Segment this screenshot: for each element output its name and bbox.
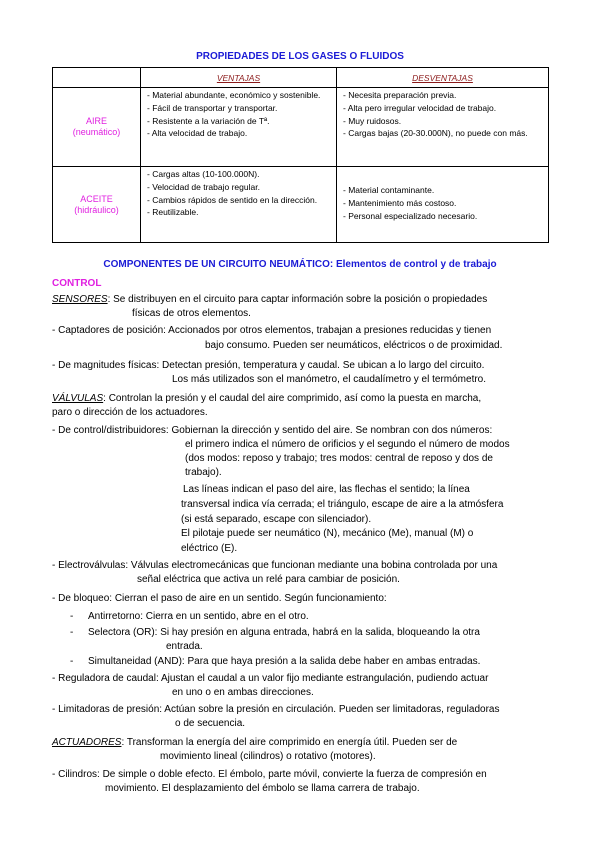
row-label-aceite-type: (hidráulico) (74, 204, 119, 215)
list-item: - Resistente a la variación de Tª. (145, 116, 332, 127)
control-line-4: trabajo). (185, 467, 222, 478)
antirretorno-line (70, 611, 309, 623)
actuadores-line-2: movimiento lineal (cilindros) o rotativo (motores). (160, 751, 376, 762)
empty-header-cell (53, 68, 141, 88)
simultaneidad-text: Simultaneidad (AND): Para que haya presión a la salida debe haber en ambas entradas. (88, 656, 481, 667)
cilindros-line-2: movimiento. El desplazamiento del émbolo se llama carrera de trabajo. (105, 783, 420, 794)
row-label-aire-name: AIRE (85, 116, 107, 126)
control-line-9: eléctrico (E). (181, 543, 238, 554)
list-item: - Cambios rápidos de sentido en la dirección. (145, 195, 332, 206)
aire-desventajas-cell (337, 88, 549, 167)
control-line-6: transversal indica vía cerrada; el triángulo, escape de aire a la atmósfera (181, 499, 504, 510)
sensores-line (52, 294, 487, 306)
dash-bullet: - (70, 656, 74, 667)
desventajas-header (337, 68, 549, 88)
aceite-desventajas-cell (337, 167, 549, 243)
list-item: - Velocidad de trabajo regular. (145, 182, 332, 193)
control-line-7: (si está separado, escape con silenciador). (181, 514, 372, 525)
actuadores-line (52, 737, 457, 749)
list-item: - Alta velocidad de trabajo. (145, 128, 332, 139)
simultaneidad-line (70, 656, 481, 668)
ventajas-header-text: VENTAJAS (216, 72, 261, 83)
list-item: - Personal especializado necesario. (341, 211, 544, 222)
selectora-line (70, 627, 480, 639)
reguladora-line-2: en uno o en ambas direcciones. (172, 687, 314, 698)
actuadores-text: : Transforman la energía del aire comprimido en energía útil. Pueden ser de (121, 737, 458, 748)
cilindros-line-1: - Cilindros: De simple o doble efecto. El émbolo, parte móvil, convierte la fuerza de compresión en (52, 769, 487, 780)
aire-ventajas-cell (141, 88, 337, 167)
captadores-line-2: bajo consumo. Pueden ser neumáticos, eléctricos o de proximidad. (205, 340, 503, 351)
valvulas-text: : Controlan la presión y el caudal del aire comprimido, así como la puesta en marcha, (103, 393, 482, 404)
dash-bullet: - (70, 627, 74, 638)
table-header-row (53, 68, 549, 88)
actuadores-term: ACTUADORES (52, 737, 122, 748)
control-heading: CONTROL (52, 278, 102, 289)
valvulas-line (52, 393, 481, 405)
properties-table (52, 67, 549, 243)
control-line-3: (dos modos: reposo y trabajo; tres modos: central de reposo y dos de (185, 453, 493, 464)
list-item: - Cargas altas (10-100.000N). (145, 169, 332, 180)
limitadoras-line-1: - Limitadoras de presión: Actúan sobre la presión en circulación. Pueden ser limitadoras, reguladoras (52, 704, 500, 715)
list-item: - Material abundante, económico y sostenible. (145, 90, 332, 101)
table-row-aire (53, 88, 549, 167)
control-line-5: Las líneas indican el paso del aire, las flechas el sentido; la línea (183, 484, 470, 495)
list-item: - Material contaminante. (341, 185, 544, 196)
magnitudes-line-2: Los más utilizados son el manómetro, el caudalímetro y el termómetro. (172, 374, 487, 385)
limitadoras-line-2: o de secuencia. (175, 718, 246, 729)
control-line-2: el primero indica el número de orificios y el segundo el número de modos (185, 439, 510, 450)
control-line-8: El pilotaje puede ser neumático (N), mecánico (Me), manual (M) o (181, 528, 474, 539)
list-item: - Cargas bajas (20-30.000N), no puede con más. (341, 128, 544, 139)
selectora-text: Selectora (OR): Si hay presión en alguna entrada, habrá en la salida, bloqueando la otra (88, 627, 480, 638)
bloqueo-line: - De bloqueo: Cierran el paso de aire en un sentido. Según funcionamiento: (52, 593, 387, 604)
dash-bullet: - (70, 611, 74, 622)
sensores-line-2: físicas de otros elementos. (132, 308, 251, 319)
list-item: - Mantenimiento más costoso. (341, 198, 544, 209)
desventajas-header-text: DESVENTAJAS (412, 72, 473, 83)
row-label-aire-type: (neumático) (72, 127, 121, 137)
valvulas-line-2: paro o dirección de los actuadores. (52, 407, 208, 418)
sensores-term: SENSORES (52, 294, 108, 305)
captadores-line-1: - Captadores de posición: Accionados por otros elementos, trabajan a presiones reducidas y tienen (52, 325, 492, 336)
control-line-1: - De control/distribuidores: Gobiernan la dirección y sentido del aire. Se nombran con dos números: (52, 425, 493, 436)
row-label-aceite-name: ACEITE (80, 193, 113, 204)
section-title: COMPONENTES DE UN CIRCUITO NEUMÁTICO: Elementos de control y de trabajo (103, 259, 497, 270)
antirretorno-text: Antirretorno: Cierra en un sentido, abre en el otro. (88, 611, 309, 622)
row-label-aire (53, 88, 141, 167)
aceite-ventajas-cell (141, 167, 337, 243)
list-item: - Reutilizable. (145, 207, 332, 218)
table-row-aceite (53, 167, 549, 243)
reguladora-line-1: - Reguladora de caudal: Ajustan el caudal a un valor fijo mediante estrangulación, pudiendo actuar (52, 673, 489, 684)
list-item: - Fácil de transportar y transportar. (145, 103, 332, 114)
list-item: - Muy ruidosos. (341, 116, 544, 127)
electro-line-2: señal eléctrica que activa un relé para cambiar de posición. (137, 574, 400, 585)
electro-line-1: - Electroválvulas: Válvulas electromecánicas que funcionan mediante una bobina controlada por una (52, 560, 498, 571)
ventajas-header (141, 68, 337, 88)
magnitudes-line-1: - De magnitudes físicas: Detectan presión, temperatura y caudal. Se ubican a lo largo del circuito. (52, 360, 485, 371)
table-title: PROPIEDADES DE LOS GASES O FLUIDOS (196, 51, 404, 62)
list-item: - Necesita preparación previa. (341, 90, 544, 101)
row-label-aceite (53, 167, 141, 243)
sensores-text: : Se distribuyen en el circuito para captar información sobre la posición o propiedades (107, 294, 488, 305)
list-item: - Alta pero irregular velocidad de trabajo. (341, 103, 544, 114)
selectora-line-2: entrada. (166, 641, 203, 652)
valvulas-term: VÁLVULAS (52, 393, 104, 404)
